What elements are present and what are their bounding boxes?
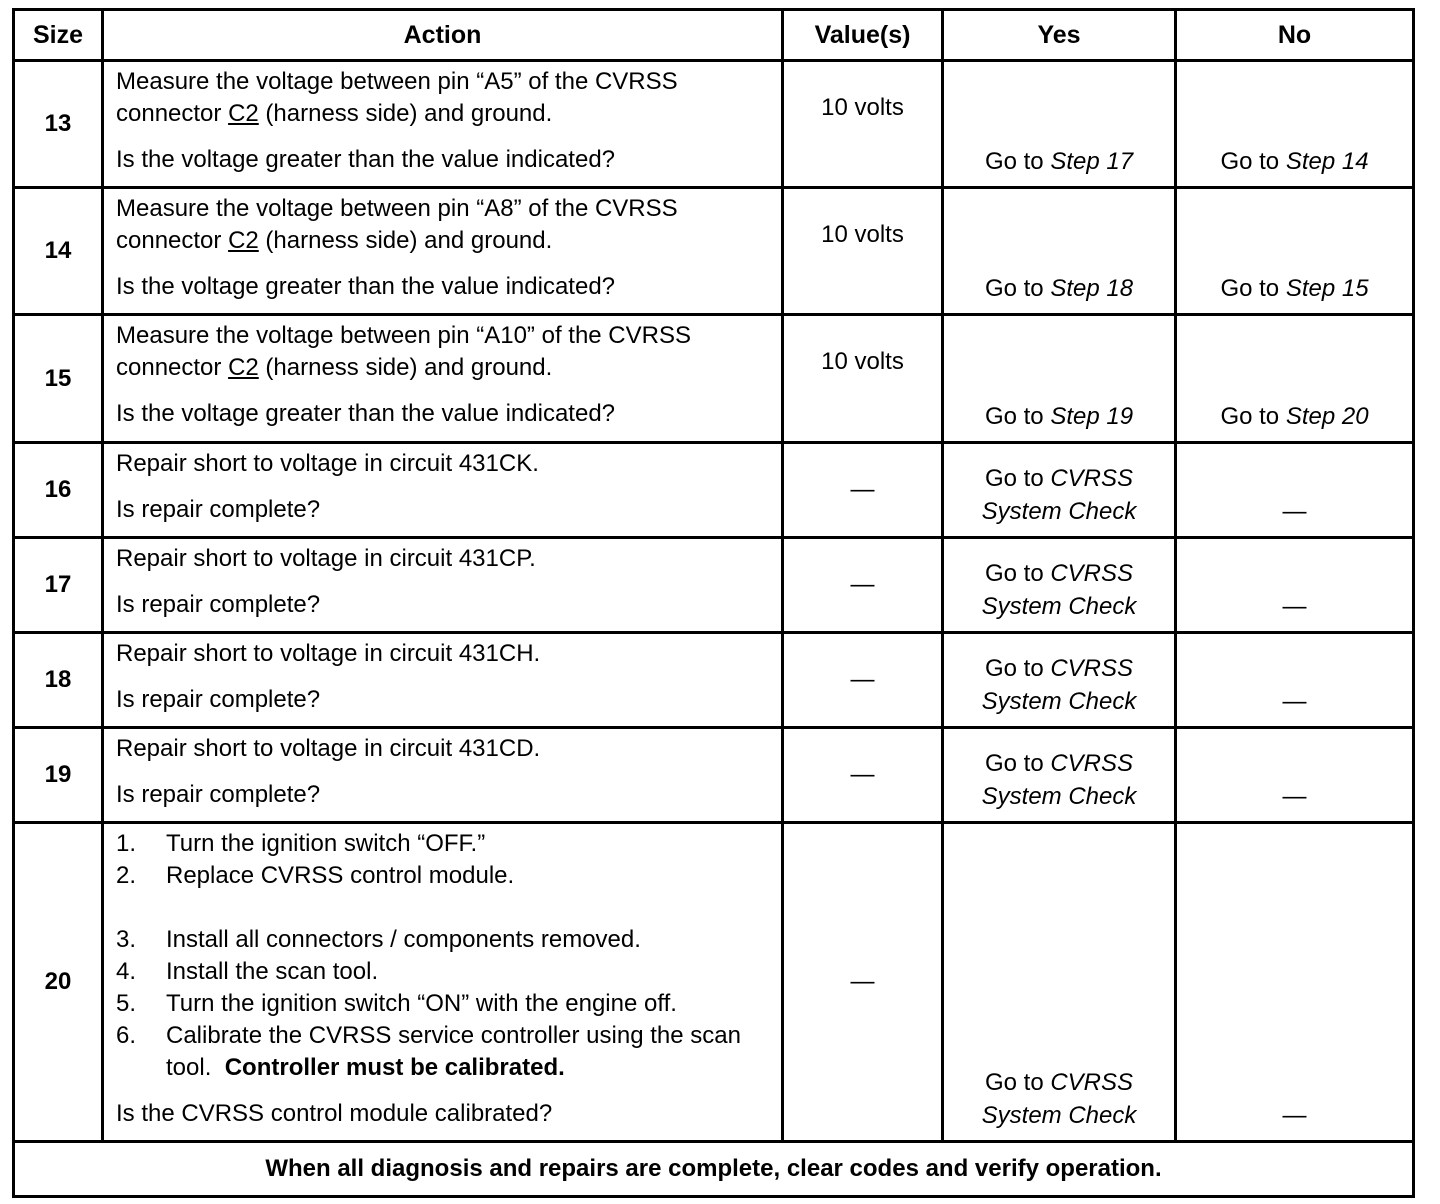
question-text: Is the voltage greater than the value indicated? xyxy=(116,273,616,301)
value-cell: 10 volts xyxy=(783,61,943,188)
table-row-step-17 xyxy=(14,537,1414,632)
substep-list xyxy=(116,828,773,1084)
no-cell xyxy=(1176,728,1414,823)
question-text: Is repair complete? xyxy=(116,781,321,809)
empty-dash: — xyxy=(850,570,875,598)
list-item: 5. Turn the ignition switch “ON” with the engine off. xyxy=(116,990,677,1018)
empty-dash: — xyxy=(850,968,875,996)
step-number: 19 xyxy=(14,728,103,823)
footer-note: When all diagnosis and repairs are complete, clear codes and verify operation. xyxy=(14,1141,1414,1196)
action-text: Repair short to voltage in circuit 431CH. xyxy=(116,639,541,667)
question-text: Is the voltage greater than the value indicated? xyxy=(116,400,616,428)
question-text: Is the voltage greater than the value indicated? xyxy=(116,146,616,173)
table-row-step-20 xyxy=(14,823,1414,1142)
value-cell xyxy=(783,537,943,632)
no-cell xyxy=(1176,632,1414,727)
action-text: Measure the voltage between pin “A10” of the CVRSS connector C2 (harness side) and ground. xyxy=(116,322,691,382)
value-cell xyxy=(783,823,943,1142)
list-item: 2. Replace CVRSS control module. xyxy=(116,862,515,890)
step-number: 18 xyxy=(14,632,103,727)
table-row-step-13 xyxy=(14,61,1414,188)
value-cell xyxy=(783,728,943,823)
step-number: 20 xyxy=(14,823,103,1142)
yes-cell: Go to Step 17 xyxy=(943,61,1176,188)
table-row-step-14 xyxy=(14,188,1414,315)
action-text: Measure the voltage between pin “A8” of the CVRSS connector C2 (harness side) and ground. xyxy=(116,195,678,255)
header-action: Action xyxy=(103,10,783,61)
connector-link: C2 xyxy=(228,354,259,382)
action-cell xyxy=(103,632,783,727)
empty-dash: — xyxy=(850,475,875,503)
action-text: Measure the voltage between pin “A5” of the CVRSS connector C2 (harness side) and ground. xyxy=(116,68,678,127)
yes-step-link: Step 18 xyxy=(1050,275,1134,303)
yes-cell: Go to CVRSS System Check xyxy=(943,728,1176,823)
action-text: Repair short to voltage in circuit 431CK. xyxy=(116,449,539,477)
value-cell xyxy=(783,442,943,537)
action-cell xyxy=(103,315,783,442)
yes-step-link: Step 19 xyxy=(1050,402,1134,430)
no-cell xyxy=(1176,442,1414,537)
list-item: 1. Turn the ignition switch “OFF.” xyxy=(116,830,486,858)
no-step-link: Step 14 xyxy=(1285,148,1369,176)
empty-dash: — xyxy=(850,666,875,694)
step-number: 16 xyxy=(14,442,103,537)
header-size: Size xyxy=(14,10,103,61)
list-item: 3. Install all connectors / components removed. xyxy=(116,926,641,954)
connector-link: C2 xyxy=(228,100,259,127)
yes-cell: Go to CVRSS System Check xyxy=(943,823,1176,1142)
yes-cell: Go to Step 19 xyxy=(943,315,1176,442)
action-cell xyxy=(103,823,783,1142)
step-number: 13 xyxy=(14,61,103,188)
connector-link: C2 xyxy=(228,227,259,255)
header-yes: Yes xyxy=(943,10,1176,61)
value-cell: 10 volts xyxy=(783,315,943,442)
step-number: 14 xyxy=(14,188,103,315)
value-cell xyxy=(783,632,943,727)
action-cell xyxy=(103,537,783,632)
empty-dash: — xyxy=(1282,497,1307,525)
action-cell xyxy=(103,728,783,823)
action-cell xyxy=(103,188,783,315)
no-cell: Go to Step 15 xyxy=(1176,188,1414,315)
empty-dash: — xyxy=(1282,783,1307,811)
no-step-link: Step 15 xyxy=(1285,275,1369,303)
footer-row xyxy=(14,1141,1414,1196)
diagnostic-table xyxy=(12,8,1415,1198)
yes-step-link: CVRSS xyxy=(1050,464,1134,492)
empty-dash: — xyxy=(1282,1101,1307,1129)
yes-step-link: CVRSS xyxy=(1050,655,1134,683)
no-cell: Go to Step 14 xyxy=(1176,61,1414,188)
calibration-warning: Controller must be calibrated. xyxy=(224,1054,565,1082)
yes-step-link: CVRSS xyxy=(1050,750,1134,778)
question-text: Is repair complete? xyxy=(116,590,321,618)
header-row xyxy=(14,10,1414,61)
step-number: 15 xyxy=(14,315,103,442)
empty-dash: — xyxy=(1282,688,1307,716)
step-number: 17 xyxy=(14,537,103,632)
header-values: Value(s) xyxy=(783,10,943,61)
table-row-step-19 xyxy=(14,728,1414,823)
action-text: Repair short to voltage in circuit 431CP. xyxy=(116,544,536,572)
yes-cell: Go to CVRSS System Check xyxy=(943,537,1176,632)
action-text: Repair short to voltage in circuit 431CD. xyxy=(116,735,541,763)
list-item: 4. Install the scan tool. xyxy=(116,958,379,986)
yes-step-link: CVRSS xyxy=(1050,559,1134,587)
action-cell xyxy=(103,61,783,188)
no-cell xyxy=(1176,823,1414,1142)
question-text: Is repair complete? xyxy=(116,495,321,523)
empty-dash: — xyxy=(1282,592,1307,620)
yes-step-link: Step 17 xyxy=(1050,148,1134,176)
yes-step-link: CVRSS xyxy=(1050,1068,1134,1096)
yes-cell: Go to CVRSS System Check xyxy=(943,442,1176,537)
list-item: 6. Calibrate the CVRSS service controller using the scan tool. Controller must be calibrated. xyxy=(116,1022,741,1082)
yes-cell: Go to CVRSS System Check xyxy=(943,632,1176,727)
value-cell: 10 volts xyxy=(783,188,943,315)
yes-cell: Go to Step 18 xyxy=(943,188,1176,315)
action-cell xyxy=(103,442,783,537)
question-text: Is repair complete? xyxy=(116,685,321,713)
header-no: No xyxy=(1176,10,1414,61)
no-step-link: Step 20 xyxy=(1285,402,1369,430)
no-cell: Go to Step 20 xyxy=(1176,315,1414,442)
question-text: Is the CVRSS control module calibrated? xyxy=(116,1100,553,1128)
table-row-step-18 xyxy=(14,632,1414,727)
empty-dash: — xyxy=(850,761,875,789)
table-row-step-16 xyxy=(14,442,1414,537)
no-cell xyxy=(1176,537,1414,632)
table-row-step-15 xyxy=(14,315,1414,442)
